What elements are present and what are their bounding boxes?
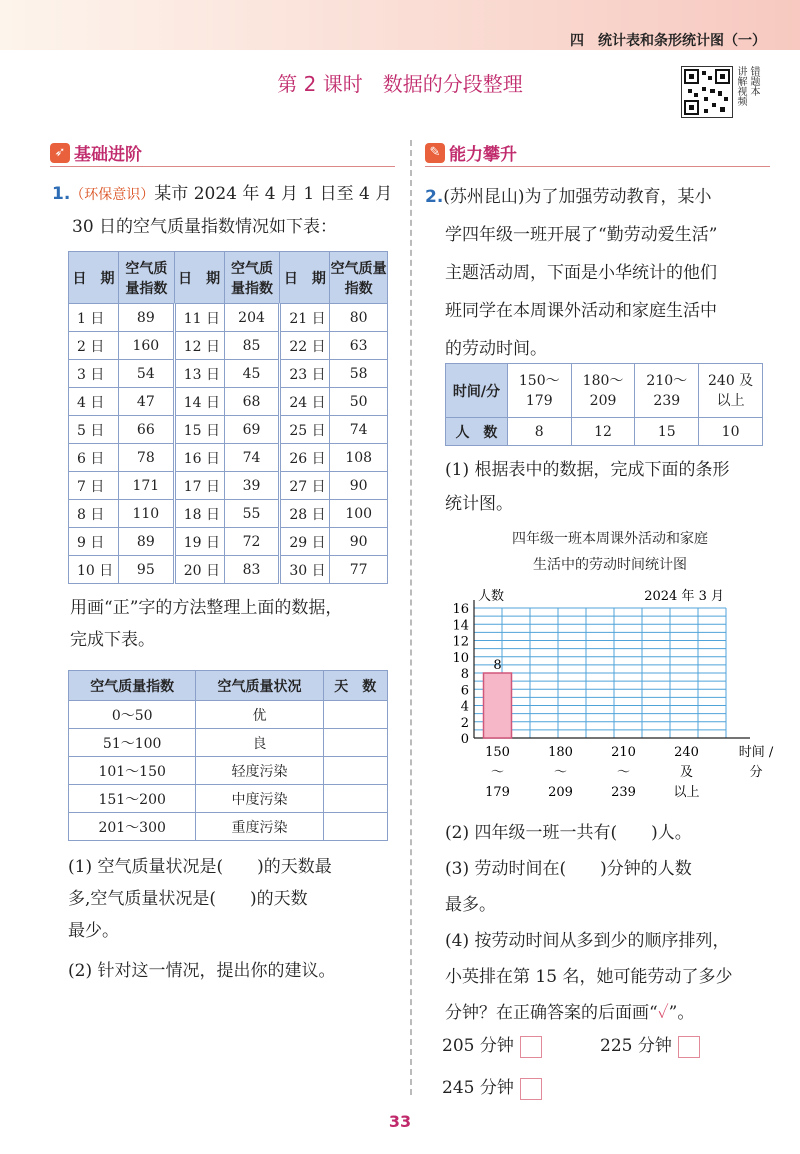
tally-cell: 优 <box>196 701 323 729</box>
aqi-cell: 90 <box>330 528 388 556</box>
date-cell: 4 日 <box>69 388 119 416</box>
y-axis-label: 人数 <box>478 589 505 604</box>
section-advanced-rule <box>425 166 770 167</box>
aqi-cell: 89 <box>118 304 174 332</box>
aqi-cell: 72 <box>224 528 280 556</box>
aqi-cell: 69 <box>224 416 280 444</box>
col-date-2: 日 期 <box>174 252 224 304</box>
aqi-cell: 74 <box>224 444 280 472</box>
days-answer-cell[interactable] <box>323 701 387 729</box>
x-tick-label: ～ <box>553 765 568 780</box>
date-cell: 25 日 <box>280 416 330 444</box>
q1-line1: 某市 2024 年 4 月 1 日至 4 月 <box>154 184 393 204</box>
climb-icon: ✎ <box>425 143 445 163</box>
q2-intro <box>425 178 780 368</box>
x-tick-label: ～ <box>490 765 505 780</box>
q1-sub1-a[interactable]: (1) 空气质量状况是( )的天数最 <box>68 857 332 877</box>
date-cell: 16 日 <box>174 444 224 472</box>
option-225[interactable] <box>600 1030 700 1062</box>
q1-sub2[interactable]: (2) 针对这一情况，提出你的建议。 <box>68 961 336 981</box>
section-basic-rule <box>50 166 395 167</box>
x-tick-label: 180 <box>548 745 573 760</box>
aqi-cell: 58 <box>330 360 388 388</box>
x-axis-label: 分 <box>749 765 763 780</box>
x-tick-label: ～ <box>616 765 631 780</box>
col-aqi-2: 空气质量指数 <box>224 252 280 304</box>
aqi-cell: 171 <box>118 472 174 500</box>
x-tick-label: 150 <box>485 745 510 760</box>
days-answer-cell[interactable] <box>323 813 387 841</box>
date-cell: 11 日 <box>174 304 224 332</box>
q2-sub4-c: 分钟？在正确答案的后面画“ <box>445 1003 658 1023</box>
date-cell: 9 日 <box>69 528 119 556</box>
q1-sub1-c: 最少。 <box>68 921 119 941</box>
col-aqi-3: 空气质量指数 <box>330 252 388 304</box>
section-advanced-title: 能力攀升 <box>449 145 517 165</box>
aqi-cell: 160 <box>118 332 174 360</box>
x-axis-label: 时间 / <box>738 745 774 760</box>
qr-label-video[interactable]: 讲解视频 <box>735 66 746 106</box>
q1-number: 1. <box>52 184 71 204</box>
date-cell: 8 日 <box>69 500 119 528</box>
aqi-cell: 68 <box>224 388 280 416</box>
aqi-cell: 39 <box>224 472 280 500</box>
table-row <box>69 785 388 813</box>
column-divider <box>410 140 412 1095</box>
q2-line-2: 主题活动周，下面是小华统计的他们 <box>445 263 717 283</box>
aqi-cell: 85 <box>224 332 280 360</box>
date-cell: 18 日 <box>174 500 224 528</box>
date-cell: 29 日 <box>280 528 330 556</box>
date-cell: 23 日 <box>280 360 330 388</box>
bar <box>484 673 512 738</box>
option-225-label: 225 分钟 <box>600 1036 672 1056</box>
q2-sub1 <box>445 453 785 521</box>
row-label-count: 人 数 <box>446 418 508 446</box>
count-col-3: 15 <box>635 418 699 446</box>
col-date-1: 日 期 <box>69 252 119 304</box>
y-tick-label: 10 <box>452 650 469 666</box>
tally-cell: 101～150 <box>69 757 196 785</box>
date-cell: 22 日 <box>280 332 330 360</box>
aqi-cell: 77 <box>330 556 388 584</box>
tally-cell: 51～100 <box>69 729 196 757</box>
days-answer-cell[interactable] <box>323 785 387 813</box>
date-cell: 24 日 <box>280 388 330 416</box>
y-tick-label: 0 <box>460 732 469 747</box>
q2-sub4-b: 小英排在第 15 名，她可能劳动了多少 <box>445 967 733 987</box>
aqi-cell: 110 <box>118 500 174 528</box>
option-245[interactable] <box>442 1072 542 1104</box>
x-tick-label: 240 <box>674 745 699 760</box>
y-tick-label: 8 <box>460 667 469 682</box>
date-cell: 17 日 <box>174 472 224 500</box>
table-row <box>69 701 388 729</box>
date-cell: 19 日 <box>174 528 224 556</box>
y-tick-label: 14 <box>452 618 469 634</box>
count-col-4: 10 <box>699 418 763 446</box>
section-advanced <box>425 140 517 165</box>
aqi-cell: 90 <box>330 472 388 500</box>
tally-cell: 重度污染 <box>196 813 323 841</box>
time-col-1: 150～ 179 <box>507 364 571 418</box>
y-tick-label: 6 <box>460 683 469 699</box>
aqi-cell: 83 <box>224 556 280 584</box>
page-number: 33 <box>388 1112 412 1131</box>
aqi-cell: 100 <box>330 500 388 528</box>
date-cell: 20 日 <box>174 556 224 584</box>
aqi-cell: 80 <box>330 304 388 332</box>
option-225-checkbox[interactable] <box>678 1036 700 1058</box>
option-205-checkbox[interactable] <box>520 1036 542 1058</box>
section-basic-title: 基础进阶 <box>74 145 142 165</box>
date-cell: 15 日 <box>174 416 224 444</box>
option-245-checkbox[interactable] <box>520 1078 542 1100</box>
bar-data-label: 8 <box>493 658 502 673</box>
x-tick-label: 及 <box>679 765 694 780</box>
col-aqi-range: 空气质量指数 <box>69 671 196 701</box>
col-days: 天 数 <box>323 671 387 701</box>
q2-line-1: 学四年级一班开展了“勤劳动爱生活” <box>445 225 718 245</box>
q2-subs <box>445 815 785 1031</box>
q1-instr-line1: 用画“正”字的方法整理上面的数据， <box>70 598 343 618</box>
aqi-cell: 89 <box>118 528 174 556</box>
date-cell: 1 日 <box>69 304 119 332</box>
q1-sub1-b[interactable]: 多,空气质量状况是( )的天数 <box>68 889 308 909</box>
chart-date: 2024 年 3 月 <box>644 589 724 604</box>
bar-chart[interactable] <box>430 580 790 805</box>
count-col-2: 12 <box>571 418 635 446</box>
y-tick-label: 16 <box>452 602 469 617</box>
aqi-cell: 74 <box>330 416 388 444</box>
date-cell: 2 日 <box>69 332 119 360</box>
x-tick-label: 以上 <box>673 785 700 800</box>
q1-sub1 <box>68 851 403 947</box>
q2-sub3-a[interactable]: (3) 劳动时间在( )分钟的人数 <box>445 859 692 879</box>
date-cell: 26 日 <box>280 444 330 472</box>
option-205[interactable] <box>442 1030 542 1062</box>
q1-tag: （环保意识） <box>70 187 155 203</box>
y-tick-label: 4 <box>460 699 469 715</box>
chart-title-line2: 生活中的劳动时间统计图 <box>533 557 687 573</box>
qr-label-wrongbook[interactable]: 错题本 <box>748 66 759 96</box>
date-cell: 30 日 <box>280 556 330 584</box>
tally-table <box>68 670 388 841</box>
q2-sub4-a: (4) 按劳动时间从多到少的顺序排列， <box>445 931 730 951</box>
date-cell: 28 日 <box>280 500 330 528</box>
running-icon: ➶ <box>50 143 70 163</box>
date-cell: 3 日 <box>69 360 119 388</box>
table-row <box>69 813 388 841</box>
q2-sub1-b: 统计图。 <box>445 494 513 514</box>
days-answer-cell[interactable] <box>323 757 387 785</box>
date-cell: 21 日 <box>280 304 330 332</box>
date-cell: 7 日 <box>69 472 119 500</box>
q2-sub1-a: (1) 根据表中的数据，完成下面的条形 <box>445 460 730 480</box>
option-245-label: 245 分钟 <box>442 1078 514 1098</box>
aqi-cell: 204 <box>224 304 280 332</box>
aqi-cell: 55 <box>224 500 280 528</box>
tally-cell: 151～200 <box>69 785 196 813</box>
time-col-3: 210～ 239 <box>635 364 699 418</box>
q2-line-4: 的劳动时间。 <box>445 339 547 359</box>
aqi-cell: 95 <box>118 556 174 584</box>
tally-cell: 良 <box>196 729 323 757</box>
date-cell: 5 日 <box>69 416 119 444</box>
aqi-cell: 63 <box>330 332 388 360</box>
tally-cell: 轻度污染 <box>196 757 323 785</box>
row-label-time: 时间/分 <box>446 364 508 418</box>
check-icon: ✓ <box>657 1003 669 1023</box>
count-col-1: 8 <box>507 418 571 446</box>
tally-cell: 201～300 <box>69 813 196 841</box>
date-cell: 10 日 <box>69 556 119 584</box>
aqi-cell: 78 <box>118 444 174 472</box>
aqi-cell: 108 <box>330 444 388 472</box>
y-tick-label: 2 <box>460 715 469 731</box>
date-cell: 27 日 <box>280 472 330 500</box>
col-aqi-1: 空气质量指数 <box>118 252 174 304</box>
time-col-4: 240 及 以上 <box>699 364 763 418</box>
q2-sub2[interactable]: (2) 四年级一班一共有( )人。 <box>445 823 692 843</box>
date-cell: 12 日 <box>174 332 224 360</box>
table-row <box>69 729 388 757</box>
chart-title <box>430 526 790 578</box>
table-row <box>69 757 388 785</box>
aqi-cell: 45 <box>224 360 280 388</box>
aqi-cell: 47 <box>118 388 174 416</box>
aqi-cell: 50 <box>330 388 388 416</box>
aqi-cell: 54 <box>118 360 174 388</box>
tally-cell: 0～50 <box>69 701 196 729</box>
q1-intro <box>52 178 402 243</box>
y-tick-label: 12 <box>452 634 469 650</box>
qr-code-icon[interactable] <box>681 66 733 118</box>
chart-title-line1: 四年级一班本周课外活动和家庭 <box>512 531 708 547</box>
tally-cell: 中度污染 <box>196 785 323 813</box>
x-tick-label: 209 <box>548 785 573 800</box>
chapter-title: 四 统计表和条形统计图（一） <box>570 33 766 49</box>
q2-line-0: (苏州昆山)为了加强劳动教育，某小 <box>443 187 712 207</box>
option-205-label: 205 分钟 <box>442 1036 514 1056</box>
qr-labels <box>735 66 769 106</box>
q2-line-3: 班同学在本周课外活动和家庭生活中 <box>445 301 717 321</box>
q1-instr-line2: 完成下表。 <box>70 630 155 650</box>
x-tick-label: 210 <box>611 745 636 760</box>
time-table <box>445 363 763 446</box>
lesson-title: 第 2 课时 数据的分段整理 <box>277 72 523 96</box>
date-cell: 6 日 <box>69 444 119 472</box>
date-cell: 14 日 <box>174 388 224 416</box>
air-quality-table <box>68 251 388 584</box>
q2-sub4-end: ”。 <box>668 1003 695 1023</box>
x-tick-label: 239 <box>611 785 636 800</box>
aqi-cell: 66 <box>118 416 174 444</box>
date-cell: 13 日 <box>174 360 224 388</box>
q2-sub3-b: 最多。 <box>445 895 496 915</box>
col-status: 空气质量状况 <box>196 671 323 701</box>
q1-line2: 30 日的空气质量指数情况如下表： <box>72 217 338 237</box>
section-basic <box>50 140 142 165</box>
col-date-3: 日 期 <box>280 252 330 304</box>
q1-instruction <box>70 592 400 656</box>
q2-number: 2. <box>425 187 444 207</box>
x-tick-label: 179 <box>485 785 510 800</box>
days-answer-cell[interactable] <box>323 729 387 757</box>
time-col-2: 180～ 209 <box>571 364 635 418</box>
